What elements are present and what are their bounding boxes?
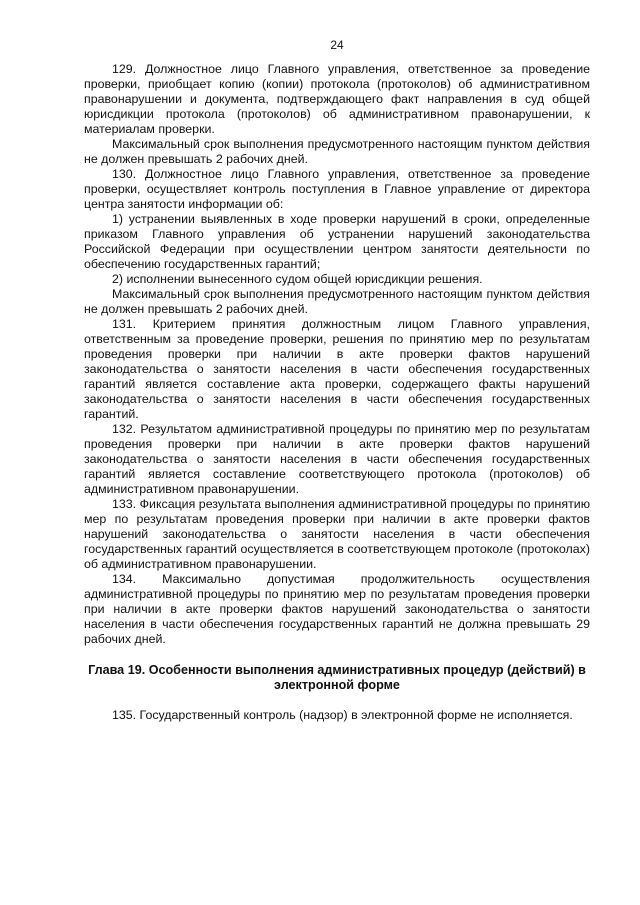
paragraph-130-deadline: Максимальный срок выполнения предусмотренного настоящим пунктом действия не должен превышать 2 рабочих дней. xyxy=(84,287,590,316)
paragraph-130: 130. Должностное лицо Главного управления, ответственное за проведение проверки, осуществляет контроль поступления в Главное управление от директора центра занятости информации об: xyxy=(84,167,590,211)
document-page xyxy=(84,38,590,723)
paragraph-130-item-2: 2) исполнении вынесенного судом общей юрисдикции решения. xyxy=(112,272,483,286)
paragraph-133: 133. Фиксация результата выполнения административной процедуры по принятию мер по результатам проведения проверки при наличии в акте проверки фактов нарушений законодательства о занятости населения в части обеспечения государственных гарантий осуществляется в соответствующем протоколе (протоколах) об административном правонарушении. xyxy=(84,497,590,571)
chapter-title: Глава 19. Особенности выполнения административных процедур (действий) в электронной форме xyxy=(88,663,586,692)
paragraph-129-deadline: Максимальный срок выполнения предусмотренного настоящим пунктом действия не должен превышать 2 рабочих дней. xyxy=(84,137,590,166)
paragraph-130-item-1: 1) устранении выявленных в ходе проверки нарушений в сроки, определенные приказом Главного управления об устранении нарушений законодательства Российской Федерации при осуществлении центром занятости деятельности по обеспечению государственных гарантий; xyxy=(84,212,590,271)
paragraph-134: 134. Максимально допустимая продолжительность осуществления административной процедуры по принятию мер по результатам проведения проверки при наличии в акте проверки фактов нарушений законодательства о занятости населения в части обеспечения государственных гарантий не должна превышать 29 рабочих дней. xyxy=(84,572,590,646)
paragraph-129: 129. Должностное лицо Главного управления, ответственное за проведение проверки, приобщает копию (копии) протокола (протоколов) об административном правонарушении и документа, подтверждающего факт направления в суд общей юрисдикции протокола (протоколов) об административном правонарушении, к материалам проверки. xyxy=(84,62,590,136)
page-number: 24 xyxy=(330,38,344,52)
paragraph-131: 131. Критерием принятия должностным лицом Главного управления, ответственным за проведение проверки, решения по принятию мер по результатам проведения проверки при наличии в акте проверки фактов нарушений законодательства о занятости населения в части обеспечения государственных гарантий является составление акта проверки, содержащего факты нарушений законодательства о занятости населения в части обеспечения государственных гарантий. xyxy=(84,317,590,421)
paragraph-132: 132. Результатом административной процедуры по принятию мер по результатам проведения проверки при наличии в акте проверки фактов нарушений законодательства о занятости населения в части обеспечения государственных гарантий является составление соответствующего протокола (протоколов) об административном правонарушении. xyxy=(84,422,590,496)
paragraph-135: 135. Государственный контроль (надзор) в электронной форме не исполняется. xyxy=(112,708,573,722)
